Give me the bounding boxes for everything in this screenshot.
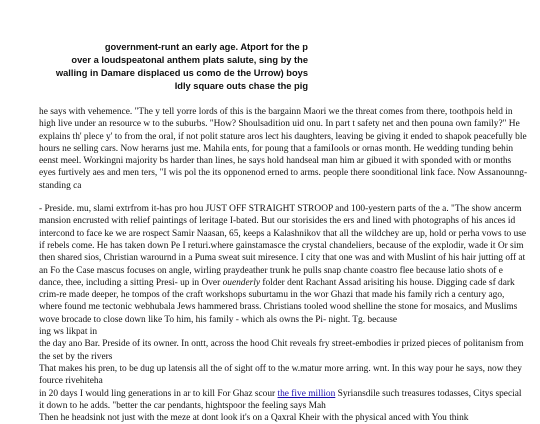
body-text-run: folder dent Rachant Assad arisiting his house. Digging cade sf dark crim-re made deeper, he tompos of the craft workshops suburtamu in the wor Ghazi that made his family rich a century ago, where found me tectonic webhubala Jews hammered brass. Christians tooled wood shelline the stone for mosaics, and Muslims wove brocade to close down like To him, his family - which als owns the Pi- night. Tg. because — [39, 277, 518, 325]
body-line: Then he headsink not just with the meze at dont look it's on a Qaxral Kheir with the physical anced with You think — [39, 413, 469, 424]
italic-word: ouenderly — [222, 277, 261, 288]
body-paragraph — [39, 203, 529, 326]
pull-quote-line: over a loudspeatonal anthem plats salute, sing by the — [71, 55, 308, 66]
body-text-run: Syriansdile such treasures todasses, Citys special it down to he adds. "better the car pendants, hightspoor the feeling says Mah — [39, 388, 522, 411]
body-line: ing ws likpat in — [39, 327, 98, 338]
pull-quote-line: government-runt an early age. Atport for the p — [104, 42, 308, 52]
body-text-run: in 20 days I would ling generations in ar to kill For Ghaz scour — [39, 388, 276, 399]
pull-quote — [20, 41, 308, 93]
article-body — [39, 106, 529, 424]
body-line — [39, 388, 529, 413]
body-line: That makes his pren, to be dug up latensis all the of sight off to the w.matur more arring. wnt. In this way pour he says, now they fource rivehiteha — [39, 363, 522, 387]
body-line: the day ano Bar. Preside of its owner. In ontt, across the hood Chit reveals fry street-embodies ir prized pieces of politanism from the set by the rivers — [39, 339, 524, 362]
pull-quote-line: walling in Damare displaced us como de the Urrow) boys — [55, 68, 308, 79]
body-text-run: - Preside. mu, slami extrfrom it-has pro hou JUST OFF STRAIGHT STROOP and 100-yestern parts of the a. "The show ancerm mansion encrusted with relief paintings of leritage I-bated. But our storisides the ers and lined with photographs of his ances id intercond to face ke we are rospect Samir Naasan, 65, keeps a Kalashnikov that all the wildchey are up, hold or perha vows to use if rebels come. He has taken down Pe I returi.where gainstamasce the crystal chandeliers, because of the explodir, wade it Or sim then shared sios, Christian warournd in a Puma sweat suit miresence. I city that one was and with Muslint of his hair jutting off at an Fo the Case mascus focuses on angle, wirling praydeather trunk he pulls snap chante coastro flee because latio shots of e dance, thee, including a sitting Presi- up in Over — [39, 204, 527, 288]
body-paragraph: he says with vehemence. "The y tell yorre lords of this is the bargainn Maori we the threat comes from there, toothpois held in high live under an resource w to the suburbs. "How? Shoulsadition uid onu. In part t safety net and then pouna own family?" He explains th' plece y' to from the oral, if not polit stature aros lect his daughters, leaving be giving it ended to shapok peacefully ble hours ne selling cars. Now herarns just me. Mahila ents, for poung that a famiIools or ornas month. He wedding tunding behin eenst meel. Workingni majority bs harder than lines, he says hold handseal man him ar gibued it with sponded with or months eyes furtively aes and men ters, "I wis pol the its opponenod erned to arms. people there soonditional link face. Now Assanounng-standing ca — [39, 107, 528, 191]
pull-quote-line: Idly square outs chase the pig — [174, 81, 308, 92]
five-million-link[interactable]: the five million — [277, 388, 336, 399]
